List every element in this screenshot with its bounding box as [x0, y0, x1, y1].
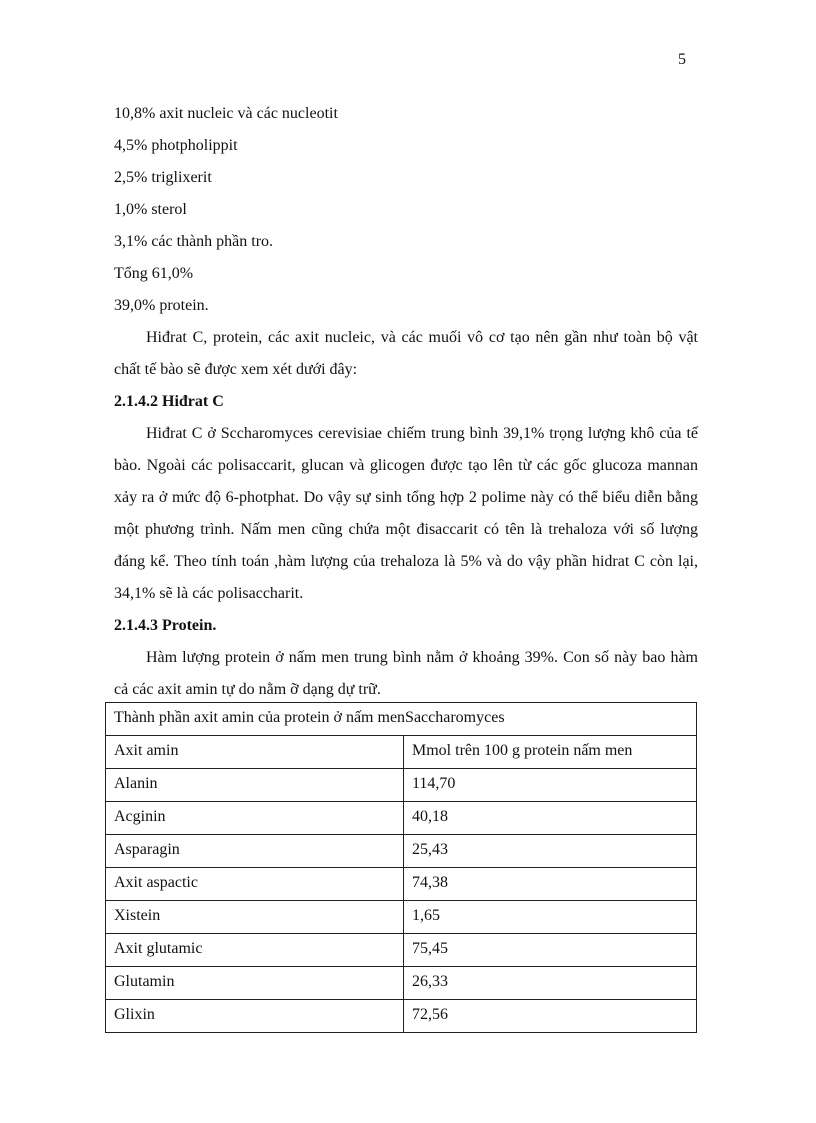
column-header-mmol: Mmol trên 100 g protein nấm men [404, 736, 697, 769]
amino-acid-value: 40,18 [404, 802, 697, 835]
list-item: 3,1% các thành phần tro. [114, 233, 274, 250]
intro-paragraph: Hiđrat C, protein, các axit nucleic, và các muối vô cơ tạo nên gần như toàn bộ vật chất tế bào sẽ được xem xét dưới đây: [114, 329, 698, 378]
amino-acid-name: Axit aspactic [106, 868, 404, 901]
amino-acid-name: Xistein [106, 901, 404, 934]
amino-acid-value: 114,70 [404, 769, 697, 802]
amino-acid-name: Alanin [106, 769, 404, 802]
list-item: Tổng 61,0% [114, 265, 194, 282]
table-row [106, 967, 697, 1000]
list-item: 4,5% photpholippit [114, 137, 238, 154]
amino-acid-table [105, 702, 697, 1033]
table-row [106, 868, 697, 901]
amino-acid-name: Glutamin [106, 967, 404, 1000]
page-number: 5 [678, 51, 686, 68]
table-row [106, 802, 697, 835]
table-row [106, 835, 697, 868]
list-item: 2,5% triglixerit [114, 169, 212, 186]
column-header-amino-acid: Axit amin [106, 736, 404, 769]
amino-acid-name: Asparagin [106, 835, 404, 868]
hidrat-c-paragraph: Hiđrat C ở Sccharomyces cerevisiae chiếm trung bình 39,1% trọng lượng khô của tế bào. Ngoài các polisaccarit, glucan và glicogen được tạo lên từ các gốc glucoza mannan xảy ra ở mức độ 6-photphat. Do vậy sự sinh tổng hợp 2 polime này có thể biểu diễn bằng một phương trình. Nấm men cũng chứa một đisaccarit có tên là trehaloza với số lượng đáng kể. Theo tính toán ,hàm lượng của trehaloza là 5% và do vậy phần hidrat C còn lại, 34,1% sẽ là các polisaccharit. [114, 425, 698, 602]
table-row [106, 769, 697, 802]
table-caption-row [106, 703, 697, 736]
amino-acid-value: 74,38 [404, 868, 697, 901]
table-row [106, 934, 697, 967]
protein-paragraph: Hàm lượng protein ở nấm men trung bình nằm ở khoảng 39%. Con số này bao hàm cả các axit amin tự do nằm ỡ dạng dự trữ. [114, 649, 698, 698]
section-heading-hidrat-c: 2.1.4.2 Hiđrat C [114, 393, 224, 410]
list-item: 1,0% sterol [114, 201, 187, 218]
section-heading-protein: 2.1.4.3 Protein. [114, 617, 217, 634]
amino-acid-value: 1,65 [404, 901, 697, 934]
amino-acid-value: 25,43 [404, 835, 697, 868]
amino-acid-name: Axit glutamic [106, 934, 404, 967]
list-item: 10,8% axit nucleic và các nucleotit [114, 105, 338, 122]
amino-acid-value: 72,56 [404, 1000, 697, 1033]
document-body [114, 98, 698, 706]
table-caption: Thành phần axit amin của protein ở nấm menSaccharomyces [106, 703, 697, 736]
table-header-row [106, 736, 697, 769]
amino-acid-value: 26,33 [404, 967, 697, 1000]
amino-acid-value: 75,45 [404, 934, 697, 967]
amino-acid-name: Acginin [106, 802, 404, 835]
amino-acid-name: Glixin [106, 1000, 404, 1033]
table-row [106, 901, 697, 934]
list-item: 39,0% protein. [114, 297, 209, 314]
table-row [106, 1000, 697, 1033]
